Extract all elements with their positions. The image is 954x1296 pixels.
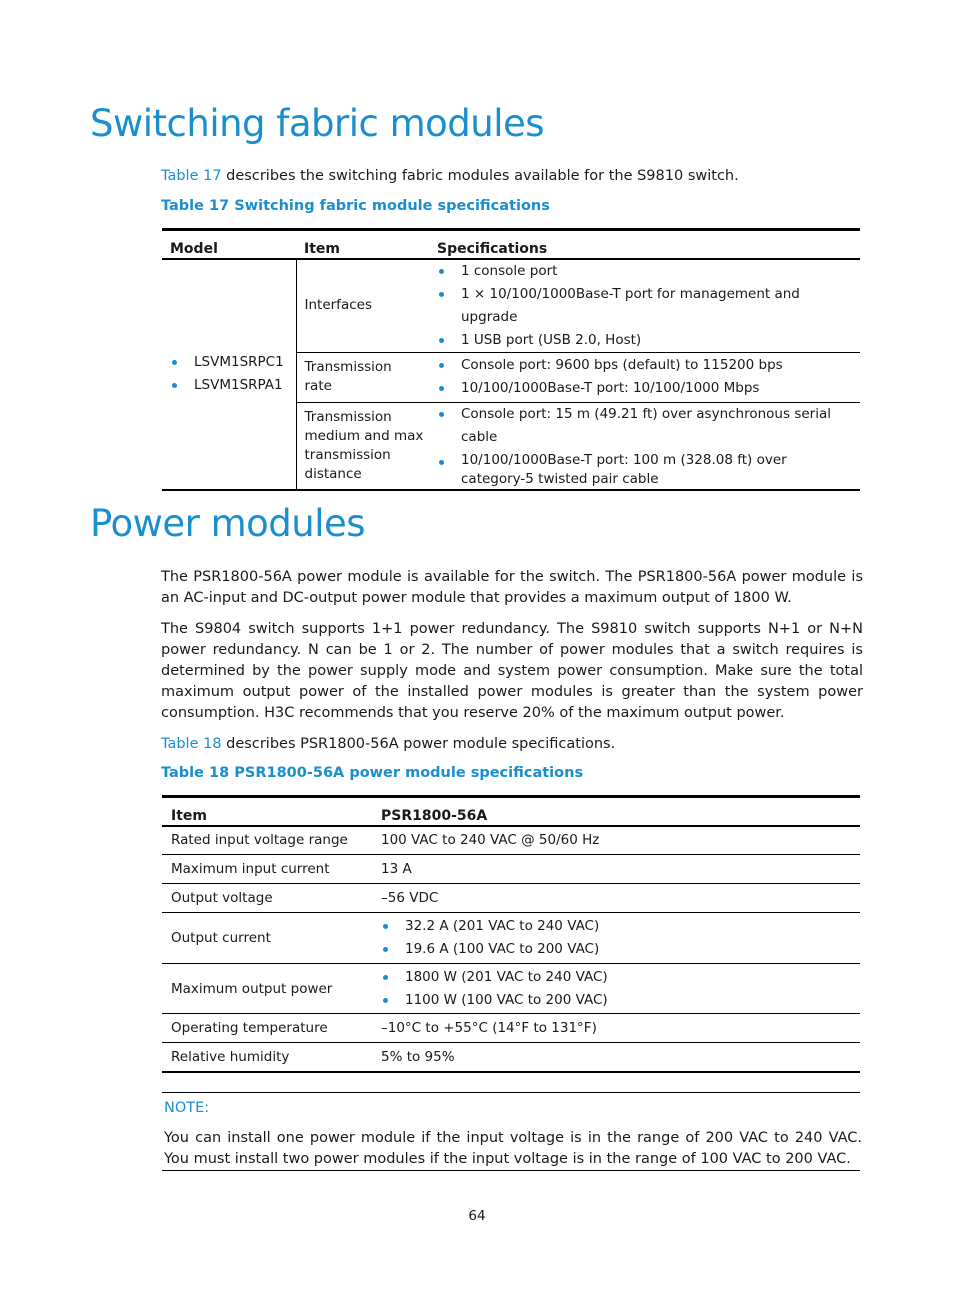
table17-intro bbox=[161, 166, 863, 187]
table18-intro bbox=[161, 734, 863, 755]
table17-link[interactable]: Table 17 bbox=[161, 168, 222, 184]
spec-item: Console port: 15 m (49.21 ft) over asynchronous serial cable bbox=[437, 403, 852, 449]
section-title-power-modules: Power modules bbox=[90, 502, 366, 545]
table18-link[interactable]: Table 18 bbox=[161, 736, 222, 752]
section-title-switching-fabric: Switching fabric modules bbox=[90, 102, 545, 145]
table-row bbox=[162, 1014, 860, 1043]
table-row bbox=[162, 964, 860, 1014]
model-item: LSVM1SRPA1 bbox=[170, 374, 288, 397]
spec-item: 10/100/1000Base-T port: 10/100/1000 Mbps bbox=[437, 377, 852, 400]
item-cell: Interfaces bbox=[304, 297, 372, 313]
table-row bbox=[162, 259, 860, 353]
model-cell bbox=[162, 259, 296, 490]
table-row bbox=[162, 913, 860, 964]
item-cell: Maximum output power bbox=[171, 980, 333, 997]
item-cell: Operating temperature bbox=[171, 1020, 328, 1036]
item-cell: Rated input voltage range bbox=[171, 832, 348, 849]
table-header-row bbox=[162, 230, 860, 259]
value-item: 32.2 A (201 VAC to 240 VAC) bbox=[381, 915, 851, 938]
switching-fabric-spec-table bbox=[162, 228, 860, 491]
value-item: 1800 W (201 VAC to 240 VAC) bbox=[381, 966, 851, 989]
note-text: You can install one power module if the input voltage is in the range of 200 VAC to 240 VAC. You must install two power modules if the input voltage is in the range of 100 VAC to 200 VAC. bbox=[164, 1130, 862, 1167]
item-cell: Output current bbox=[171, 930, 271, 946]
item-cell: Transmission medium and max transmission distance bbox=[304, 408, 424, 482]
power-module-spec-table bbox=[162, 795, 860, 1073]
table-row bbox=[162, 1043, 860, 1072]
spec-item: 10/100/1000Base-T port: 100 m (328.08 ft) over category-5 twisted pair cable bbox=[437, 451, 852, 489]
value-cell: 5% to 95% bbox=[381, 1048, 455, 1065]
power-para-1: The PSR1800-56A power module is available for the switch. The PSR1800-56A power module is an AC-input and DC-output power module that provides a maximum output of 1800 W. bbox=[161, 569, 863, 606]
spec-item: 1 console port bbox=[437, 260, 852, 283]
table-row bbox=[162, 855, 860, 884]
value-cell: 13 A bbox=[381, 861, 412, 877]
value-item: 1100 W (100 VAC to 200 VAC) bbox=[381, 989, 851, 1012]
model-list bbox=[170, 351, 288, 397]
table18-caption: Table 18 PSR1800-56A power module specifications bbox=[161, 765, 584, 781]
table17-intro-text: describes the switching fabric modules available for the S9810 switch. bbox=[221, 168, 739, 184]
table-row bbox=[162, 826, 860, 855]
value-item: 19.6 A (100 VAC to 200 VAC) bbox=[381, 938, 851, 961]
header-model: Model bbox=[170, 240, 218, 257]
spec-cell bbox=[429, 259, 860, 353]
item-cell: Maximum input current bbox=[171, 861, 330, 877]
model-item: LSVM1SRPC1 bbox=[170, 351, 288, 374]
spec-item: Console port: 9600 bps (default) to 115200 bps bbox=[437, 354, 852, 377]
spec-item: 1 × 10/100/1000Base-T port for management and upgrade bbox=[437, 283, 852, 329]
value-cell bbox=[372, 913, 860, 964]
value-cell: –10°C to +55°C (14°F to 131°F) bbox=[381, 1020, 597, 1036]
item-cell: Output voltage bbox=[171, 890, 273, 906]
item-cell: Relative humidity bbox=[171, 1048, 290, 1065]
value-cell: –56 VDC bbox=[381, 890, 439, 906]
header-item: Item bbox=[304, 240, 340, 257]
table-row bbox=[162, 884, 860, 913]
spec-cell bbox=[429, 402, 860, 490]
table18-intro-text: describes PSR1800-56A power module specifications. bbox=[221, 736, 616, 752]
note-box bbox=[162, 1092, 860, 1171]
table-header-row bbox=[162, 797, 860, 826]
header-model: PSR1800-56A bbox=[381, 807, 488, 824]
page-number: 64 bbox=[468, 1208, 486, 1224]
spec-cell bbox=[429, 352, 860, 402]
item-cell: Transmission rate bbox=[304, 359, 392, 394]
power-para-2: The S9804 switch supports 1+1 power redundancy. The S9810 switch supports N+1 or N+N power redundancy. N can be 1 or 2. The number of power modules that a switch requires is determined by the power supply mode and system power consumption. Make sure the total maximum output power of the installed power modules is greater than the system power consumption. H3C recommends that you reserve 20% of the maximum output power. bbox=[161, 621, 863, 721]
value-cell bbox=[372, 964, 860, 1014]
spec-item: 1 USB port (USB 2.0, Host) bbox=[437, 329, 852, 352]
value-cell: 100 VAC to 240 VAC @ 50/60 Hz bbox=[381, 832, 600, 849]
table17-caption: Table 17 Switching fabric module specifications bbox=[161, 198, 550, 214]
header-specifications: Specifications bbox=[437, 240, 548, 257]
header-item: Item bbox=[171, 807, 207, 824]
note-label: NOTE: bbox=[164, 1100, 210, 1116]
